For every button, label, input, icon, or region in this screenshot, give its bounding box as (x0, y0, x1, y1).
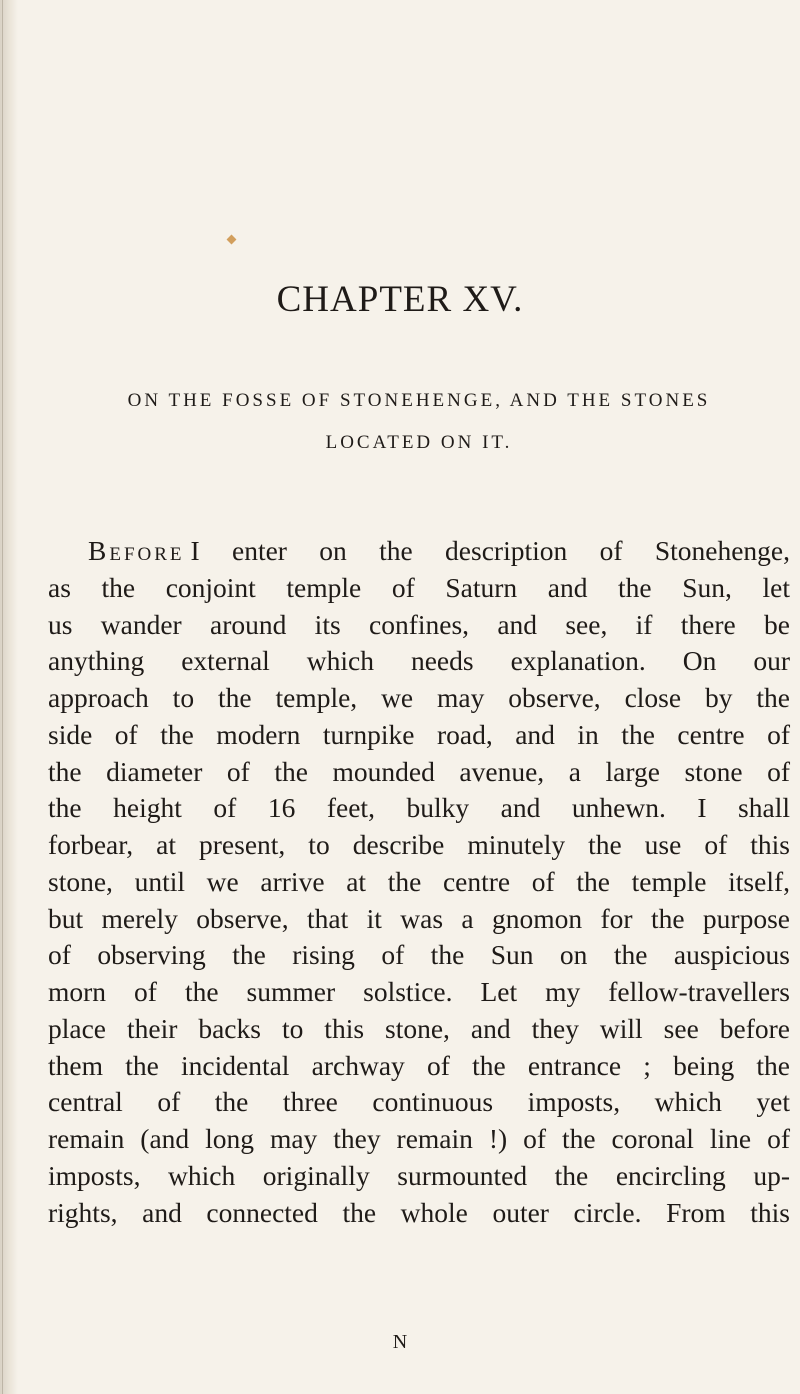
paragraph-line: us wander around its confines, and see, if there be (48, 608, 790, 640)
paragraph-line: forbear, at present, to describe minutely the use of this (48, 829, 790, 860)
paragraph-line: rights, and connected the whole outer circle. From this (48, 1196, 790, 1228)
lead-word: Before (88, 535, 185, 566)
paragraph-line-text: I enter on the description of Stonehenge, (190, 535, 790, 566)
signature-mark: N (392, 1331, 408, 1353)
binding-edge (2, 0, 3, 1394)
subtitle-line-1: ON THE FOSSE OF STONEHENGE, AND THE STONES (127, 390, 711, 411)
paragraph-line: of observing the rising of the Sun on the auspicious (48, 939, 790, 971)
paragraph-line: anything external which needs explanation. On our (48, 645, 790, 677)
paragraph-line: approach to the temple, we may observe, close by the (48, 682, 790, 713)
paragraph-line: central of the three continuous imposts, which yet (48, 1086, 790, 1118)
paragraph-line (48, 533, 790, 570)
paragraph-line: but merely observe, that it was a gnomon for the purpose (48, 902, 790, 934)
paragraph-line: remain (and long may they remain !) of the coronal line of (48, 1123, 790, 1154)
chapter-title: CHAPTER XV. (276, 279, 524, 320)
subtitle-line-2: LOCATED ON IT. (325, 432, 513, 453)
paragraph-line: the diameter of the mounded avenue, a large stone of (48, 755, 790, 787)
body-paragraph (48, 533, 790, 1231)
paragraph-line: morn of the summer solstice. Let my fellow-travellers (48, 976, 790, 1007)
paragraph-line: place their backs to this stone, and they will see before (48, 1012, 790, 1044)
paper-speck (227, 235, 237, 245)
paragraph-line: side of the modern turnpike road, and in the centre of (48, 718, 790, 750)
paragraph-line: stone, until we arrive at the centre of the temple itself, (48, 865, 790, 897)
paragraph-line: as the conjoint temple of Saturn and the Sun, let (48, 571, 790, 603)
paragraph-line: them the incidental archway of the entrance ; being the (48, 1049, 790, 1081)
chapter-subtitle (48, 380, 790, 464)
paragraph-line: imposts, which originally surmounted the encircling up- (48, 1159, 790, 1191)
paragraph-line: the height of 16 feet, bulky and unhewn. I shall (48, 792, 790, 824)
